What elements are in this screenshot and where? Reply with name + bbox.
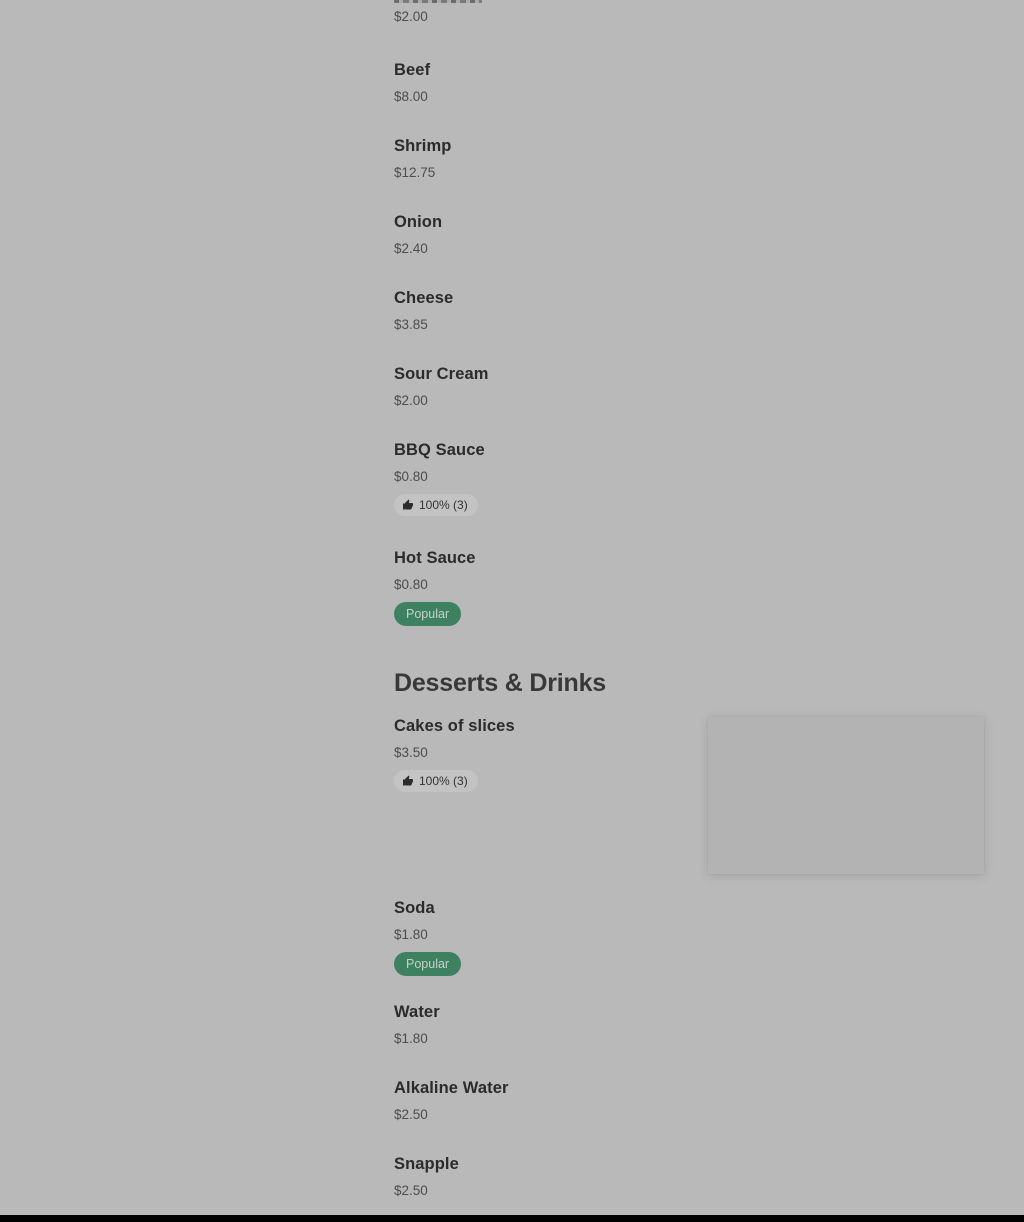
menu-item-cakes-of-slices[interactable] (394, 715, 515, 792)
menu-item-clipped[interactable] (394, 0, 482, 26)
clipped-item-name (394, 0, 482, 3)
item-name: Hot Sauce (394, 549, 476, 567)
menu-item-shrimp[interactable] (394, 135, 451, 182)
item-name: Shrimp (394, 137, 452, 155)
menu-item-hot-sauce[interactable] (394, 547, 476, 626)
section-title-desserts-drinks: Desserts & Drinks (394, 669, 606, 697)
menu-item-bbq-sauce[interactable] (394, 439, 485, 516)
item-price: $8.00 (394, 89, 428, 104)
thumbs-up-icon (402, 775, 414, 787)
item-name: Cheese (394, 289, 454, 307)
rating-badge (394, 494, 478, 516)
item-price: $0.80 (394, 577, 428, 592)
item-name: Snapple (394, 1155, 459, 1173)
item-name: Alkaline Water (394, 1079, 509, 1097)
item-name: Beef (394, 61, 431, 79)
item-price: $1.80 (394, 927, 428, 942)
menu-item-alkaline-water[interactable] (394, 1077, 509, 1124)
item-name: Sour Cream (394, 365, 489, 383)
rating-label: 100% (3) (419, 774, 468, 788)
menu-item-beef[interactable] (394, 59, 430, 106)
item-price: $3.85 (394, 317, 428, 332)
popular-badge: Popular (394, 952, 461, 976)
popular-badge: Popular (394, 602, 461, 626)
menu-item-cheese[interactable] (394, 287, 453, 334)
item-name: Water (394, 1003, 440, 1021)
menu-item-sour-cream[interactable] (394, 363, 489, 410)
item-price: $2.00 (394, 393, 428, 408)
item-price: $2.50 (394, 1183, 428, 1198)
rating-badge (394, 770, 478, 792)
item-name: Cakes of slices (394, 717, 515, 735)
item-price: $1.80 (394, 1031, 428, 1046)
menu-item-snapple[interactable] (394, 1153, 459, 1200)
item-name: Soda (394, 899, 435, 917)
footer-bar (0, 1215, 1024, 1222)
menu-item-water[interactable] (394, 1001, 440, 1048)
rating-label: 100% (3) (419, 498, 468, 512)
menu-item-soda[interactable] (394, 897, 461, 976)
item-price: $3.50 (394, 745, 428, 760)
item-price: $0.80 (394, 469, 428, 484)
item-price: $2.50 (394, 1107, 428, 1122)
item-price: $2.40 (394, 241, 428, 256)
thumbs-up-icon (402, 499, 414, 511)
menu-item-onion[interactable] (394, 211, 442, 258)
item-name: BBQ Sauce (394, 441, 485, 459)
item-price: $12.75 (394, 165, 436, 180)
item-image[interactable] (708, 717, 984, 874)
item-name: Onion (394, 213, 443, 231)
item-price: $2.00 (394, 9, 428, 24)
